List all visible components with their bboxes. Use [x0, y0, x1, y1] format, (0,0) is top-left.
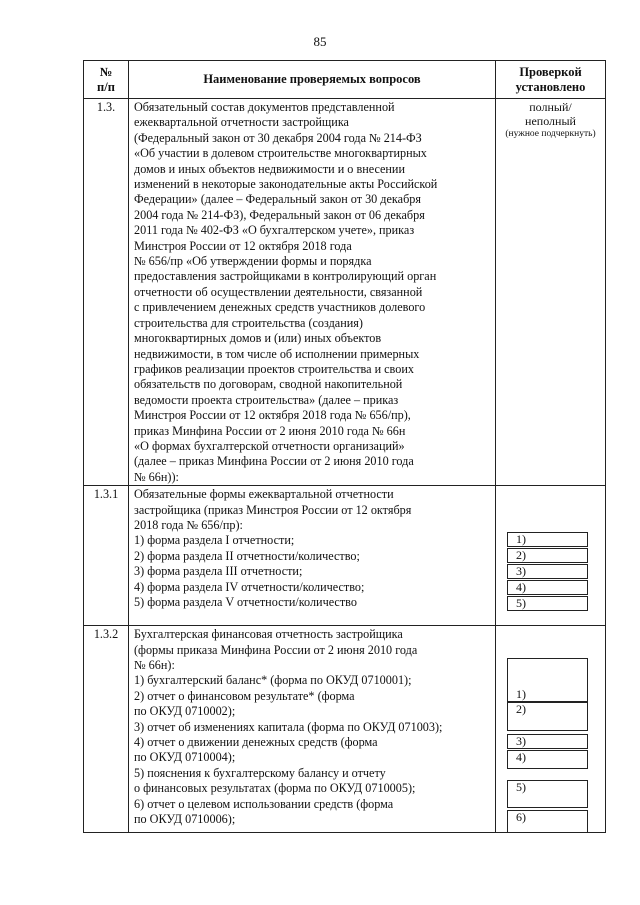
- answer-cell: [496, 486, 606, 626]
- table-row: [84, 99, 606, 486]
- answer-cell: [496, 626, 606, 833]
- question-text: Обязательные формы ежеквартальной отчетности застройщика (приказ Минстроя России от 12 октября 2018 года № 656/пр): 1) форма раздела I отчетности; 2) форма раздела II отчетности/количество; 3) форма раздела III отчетности; 4) форма раздела IV отчетности/количество; 5) форма раздела V отчетности/количество: [129, 486, 496, 626]
- answer-box[interactable]: 2): [507, 702, 588, 731]
- row-number: 1.3.1: [84, 486, 129, 626]
- answer-box[interactable]: 4): [507, 750, 588, 769]
- answer-note: (нужное подчеркнуть): [505, 129, 596, 139]
- answer-box[interactable]: 4): [507, 580, 588, 595]
- row-number: 1.3.: [84, 99, 129, 486]
- checklist-table: [83, 60, 606, 833]
- table-row: [84, 486, 606, 626]
- question-text: Бухгалтерская финансовая отчетность застройщика (формы приказа Минфина России от 2 июня 2010 года № 66н): 1) бухгалтерский баланс* (форма по ОКУД 0710001); 2) отчет о финансовом результате* (форма по ОКУД 0710002); 3) отчет об изменениях капитала (форма по ОКУД 071003); 4) отчет о движении денежных средств (форма по ОКУД 0710004); 5) пояснения к бухгалтерскому балансу и отчету о финансовых результатах (форма по ОКУД 0710005); 6) отчет о целевом использовании средств (форма по ОКУД 0710006);: [129, 626, 496, 833]
- table-header-row: [84, 61, 606, 99]
- answer-box[interactable]: 3): [507, 734, 588, 749]
- answer-box[interactable]: 5): [507, 780, 588, 808]
- question-text: Обязательный состав документов представленной ежеквартальной отчетности застройщика (Федеральный закон от 30 декабря 2004 года № 214-ФЗ «Об участии в долевом строительстве многоквартирных домов и иных объектов недвижимости и о внесении изменений в некоторые законодательные акты Российской Федерации» (далее – Федеральный закон от 30 декабря 2004 года № 214-ФЗ), Федеральный закон от 06 декабря 2011 года № 402-ФЗ «О бухгалтерском учете», приказ Минстроя России от 12 октября 2018 года № 656/пр «Об утверждении формы и порядка предоставления застройщиками в контролирующий орган отчетности об осуществлении деятельности, связанной с привлечением денежных средств участников долевого строительства для строительства (создания) многоквартирных домов и (или) иных объектов недвижимости, в том числе об исполнении примерных графиков реализации проектов строительства и своих обязательств по договорам, сводной накопительной ведомости проекта строительства» (далее – приказ Минстроя России от 12 октября 2018 года № 656/пр), приказ Минфина России от 2 июня 2010 года № 66н «О формах бухгалтерской отчетности организаций» (далее – приказ Минфина России от 2 июня 2010 года № 66н)):: [129, 99, 496, 486]
- header-checked: Проверкой установлено: [496, 61, 606, 99]
- answer-box[interactable]: 1): [507, 532, 588, 547]
- header-num: № п/п: [84, 61, 129, 99]
- answer-cell[interactable]: [496, 99, 606, 486]
- answer-options[interactable]: полный/ неполный: [525, 100, 576, 128]
- header-question: Наименование проверяемых вопросов: [129, 61, 496, 99]
- answer-box[interactable]: 3): [507, 564, 588, 579]
- answer-box[interactable]: 1): [507, 658, 588, 702]
- row-number: 1.3.2: [84, 626, 129, 833]
- table-row: [84, 626, 606, 833]
- page-number: 85: [313, 34, 327, 49]
- answer-box[interactable]: 5): [507, 596, 588, 611]
- answer-box[interactable]: 6): [507, 810, 588, 833]
- answer-box[interactable]: 2): [507, 548, 588, 563]
